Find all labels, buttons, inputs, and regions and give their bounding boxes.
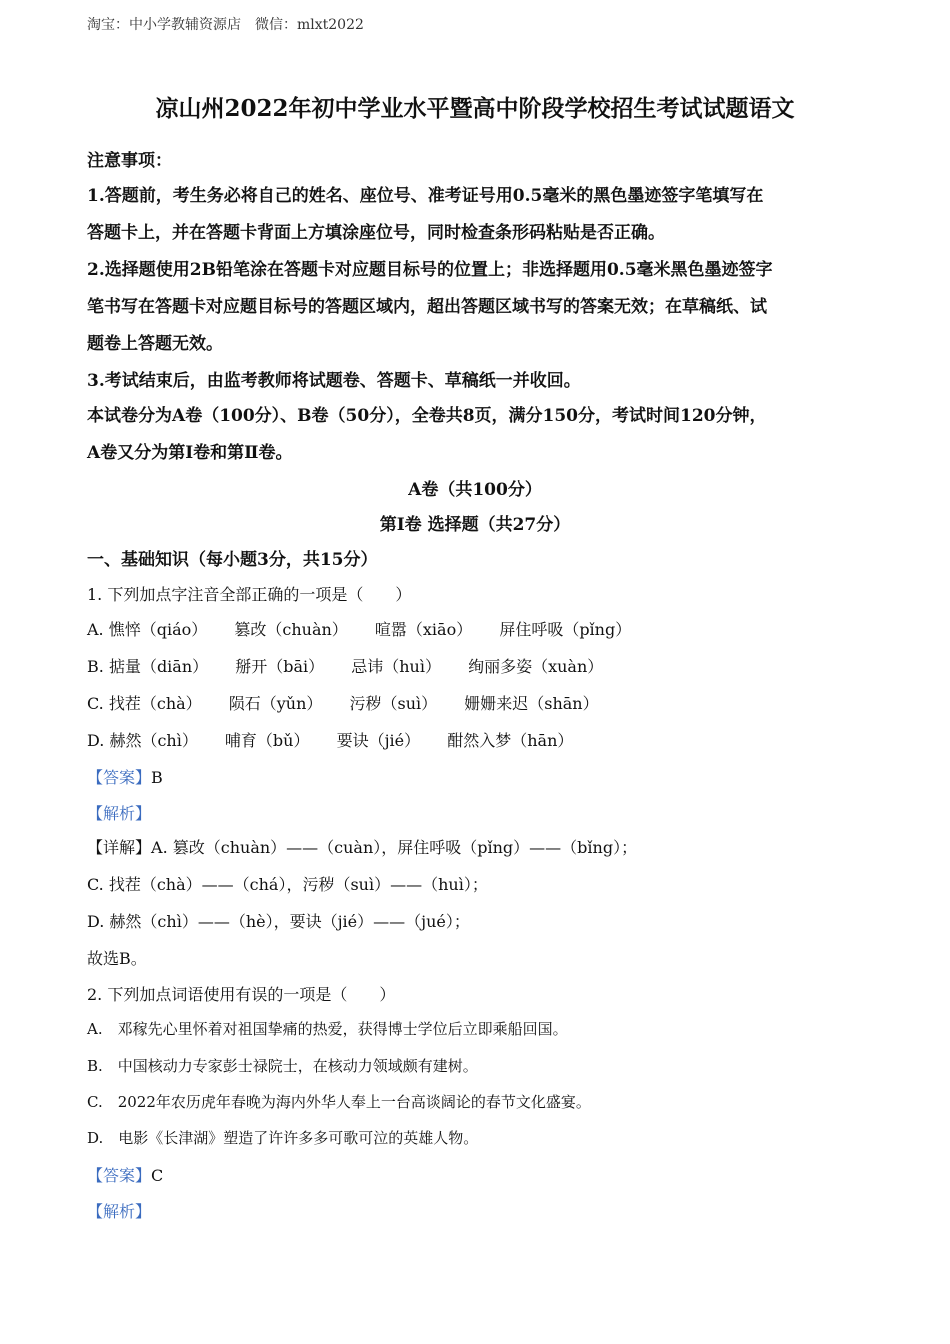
- notice-line: 笔书写在答题卡对应题目标号的答题区域内，超出答题区域书写的答案无效；在草稿纸、试: [87, 297, 767, 317]
- option-item: 掰开（bāi）: [235, 657, 325, 676]
- question-2-option-d: D. 电影《长津湖》塑造了许许多多可歌可泣的英雄人物。: [87, 1129, 479, 1147]
- option-item: 篡改（chuàn）: [234, 620, 348, 639]
- detail-tag: 【详解】: [87, 838, 152, 857]
- option-item: 绚丽多姿（xuàn）: [468, 657, 604, 676]
- option-label: D.: [87, 731, 105, 750]
- option-item: 找茬（chà）: [108, 694, 202, 713]
- option-label: C.: [87, 694, 104, 713]
- part-1-heading: 第Ⅰ卷 选择题（共27分）: [379, 515, 571, 535]
- question-2-option-b: B. 中国核动力专家彭士禄院士，在核动力领域颇有建树。: [87, 1057, 478, 1075]
- question-1-detail: [87, 835, 637, 858]
- notice-line: 2.选择题使用2B铅笔涂在答题卡对应题目标号的位置上；非选择题用0.5毫米黑色墨迹签字: [87, 260, 773, 280]
- section-a-heading: A卷（共100分）: [408, 480, 542, 500]
- section-heading: 一、基础知识（每小题3分，共15分）: [87, 550, 378, 570]
- question-1-analysis-tag: 【解析】: [87, 804, 152, 823]
- question-2-answer: [87, 1163, 163, 1186]
- question-1-detail-line: C. 找茬（chà）——（chá），污秽（suì）——（huì）；: [87, 875, 488, 894]
- answer-value: B: [151, 768, 163, 787]
- answer-value: C: [151, 1166, 164, 1185]
- option-item: 赫然（chì）: [109, 731, 198, 750]
- option-item: 屏住呼吸（pǐng）: [499, 620, 632, 639]
- notice-line: A卷又分为第Ⅰ卷和第Ⅱ卷。: [87, 443, 293, 463]
- question-1-option-a: [87, 617, 631, 640]
- notice-line: 题卷上答题无效。: [87, 334, 223, 354]
- option-item: 掂量（diān）: [108, 657, 209, 676]
- question-1-option-b: [87, 654, 603, 677]
- question-1-detail-line: D. 赫然（chì）——（hè），要诀（jié）——（jué）；: [87, 912, 470, 931]
- option-item: 喧嚣（xiāo）: [374, 620, 473, 639]
- option-item: 陨石（yǔn）: [228, 694, 323, 713]
- question-2-stem: 2. 下列加点词语使用有误的一项是（ ）: [87, 985, 396, 1004]
- question-2-analysis-tag: 【解析】: [87, 1202, 152, 1221]
- option-item: 要诀（jié）: [336, 731, 421, 750]
- option-item: 憔悴（qiáo）: [108, 620, 208, 639]
- question-2-option-a: A. 邓稼先心里怀着对祖国挚痛的热爱，获得博士学位后立即乘船回国。: [87, 1020, 568, 1038]
- question-2-option-c: C. 2022年农历虎年春晚为海内外华人奉上一台高谈阔论的春节文化盛宴。: [87, 1093, 591, 1111]
- notice-line: 本试卷分为A卷（100分）、B卷（50分），全卷共8页，满分150分，考试时间120分钟，: [87, 406, 767, 426]
- option-item: 忌讳（huì）: [351, 657, 441, 676]
- notice-line: 1.答题前，考生务必将自己的姓名、座位号、准考证号用0.5毫米的黑色墨迹签字笔填写在: [87, 186, 764, 206]
- notice-line: 3.考试结束后，由监考教师将试题卷、答题卡、草稿纸一并收回。: [87, 371, 581, 391]
- notice-line: 答题卡上，并在答题卡背面上方填涂座位号，同时检查条形码粘贴是否正确。: [87, 223, 665, 243]
- question-1-option-c: [87, 691, 599, 714]
- option-item: 姗姗来迟（shān）: [464, 694, 599, 713]
- page-title: 凉山州2022年初中学业水平暨高中阶段学校招生考试试题语文: [155, 95, 795, 122]
- answer-tag: 【答案】: [87, 768, 152, 787]
- option-item: 哺育（bǔ）: [224, 731, 310, 750]
- question-1-conclusion: 故选B。: [87, 949, 147, 968]
- option-item: 污秽（suì）: [349, 694, 438, 713]
- question-1-answer: [87, 765, 163, 788]
- option-label: A.: [87, 620, 104, 639]
- question-1-option-d: [87, 728, 573, 751]
- page-header: 淘宝：中小学教辅资源店 微信：mlxt2022: [87, 17, 364, 33]
- option-item: 酣然入梦（hān）: [447, 731, 574, 750]
- question-1-stem: 1. 下列加点字注音全部正确的一项是（ ）: [87, 585, 412, 604]
- notice-heading: 注意事项：: [87, 151, 172, 171]
- answer-tag: 【答案】: [87, 1166, 152, 1185]
- option-label: B.: [87, 657, 104, 676]
- detail-line: A. 篡改（chuàn）——（cuàn），屏住呼吸（pǐng）——（bǐng）；: [151, 838, 638, 857]
